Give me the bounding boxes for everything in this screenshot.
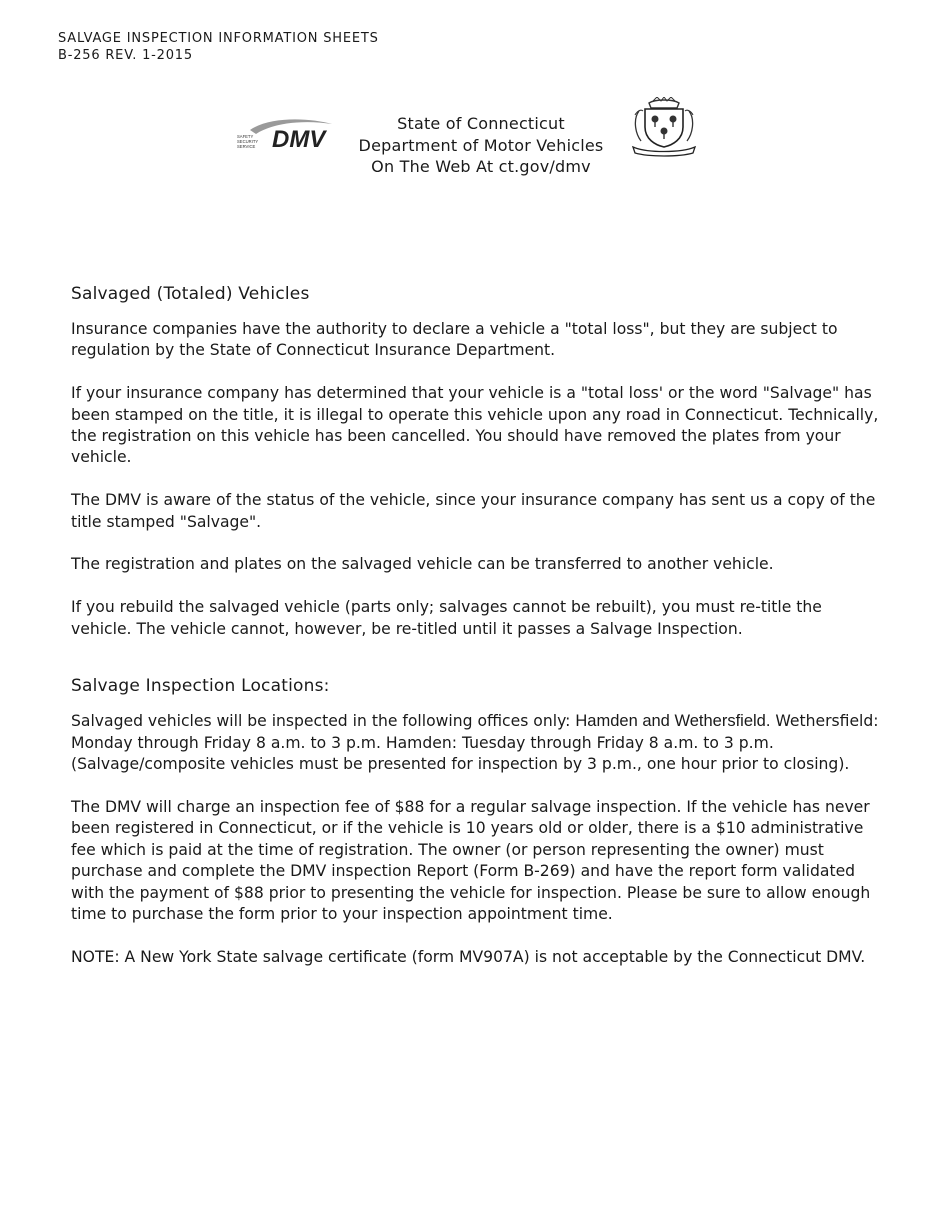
department-name: Department of Motor Vehicles — [358, 135, 604, 155]
agency-letterhead — [340, 113, 622, 178]
paragraph-locations — [71, 711, 883, 775]
svg-text:SECURITY: SECURITY — [237, 139, 259, 144]
dmv-logo-wordmark: DMV — [272, 126, 326, 153]
paragraph-fees: The DMV will charge an inspection fee of $88 for a regular salvage inspection. If the vehicle has never been registered in Connecticut, or if the vehicle is 10 years old or older, there is a $10 administrative fee which is paid at the time of registration. The owner (or person representing the owner) must purchase and complete the DMV inspection Report (Form B-269) and have the report form validated with the payment of $88 prior to presenting the vehicle for inspection. Please be sure to allow enough time to purchase the form prior to your inspection appointment time. — [71, 798, 871, 924]
paragraph: The registration and plates on the salvaged vehicle can be transferred to another vehicle. — [71, 555, 774, 574]
paragraph: If your insurance company has determined that your vehicle is a "total loss' or the word "Salvage" has been stamped on the title, it is illegal to operate this vehicle upon any road in Connecticut. Technically, the registration on this vehicle has been cancelled. You should have removed the plates from your vehicle. — [71, 384, 879, 467]
form-title: SALVAGE INSPECTION INFORMATION SHEETS — [58, 31, 379, 46]
paragraph: The DMV is aware of the status of the vehicle, since your insurance company has sent us a copy of the title stamped "Salvage". — [71, 491, 876, 531]
locations-hours: Wethersfield: Monday through Friday 8 a.m. to 3 p.m. Hamden: Tuesday through Friday 8 a.m. to 3 p.m. (Salvage/composite vehicles must be presented for inspection by 3 p.m., one hour prior to closing). — [71, 712, 879, 774]
paragraph: If you rebuild the salvaged vehicle (parts only; salvages cannot be rebuilt), you must re-title the vehicle. The vehicle cannot, however, be re-titled until it passes a Salvage Inspection. — [71, 598, 822, 638]
state-name: State of Connecticut — [397, 114, 565, 133]
note-paragraph: NOTE: A New York State salvage certificate (form MV907A) is not acceptable by the Connecticut DMV. — [71, 947, 866, 966]
state-seal-icon — [627, 97, 701, 157]
website-line: On The Web At ct.gov/dmv — [371, 157, 591, 176]
svg-text:SAFETY: SAFETY — [237, 134, 254, 139]
document-body — [71, 283, 883, 990]
section-heading-salvaged-vehicles: Salvaged (Totaled) Vehicles — [71, 284, 310, 304]
inspection-offices: Hamden and Wethersfield. — [575, 712, 771, 731]
dmv-logo — [236, 116, 338, 156]
svg-text:SERVICE: SERVICE — [237, 144, 256, 149]
locations-lead: Salvaged vehicles will be inspected in the following offices only: — [71, 712, 576, 731]
form-number: B-256 REV. 1-2015 — [58, 48, 193, 63]
form-identifier — [58, 30, 379, 64]
section-heading-inspection-locations: Salvage Inspection Locations: — [71, 676, 330, 697]
paragraph: Insurance companies have the authority to declare a vehicle a "total loss", but they are subject to regulation by the State of Connecticut Insurance Department. — [71, 320, 838, 360]
